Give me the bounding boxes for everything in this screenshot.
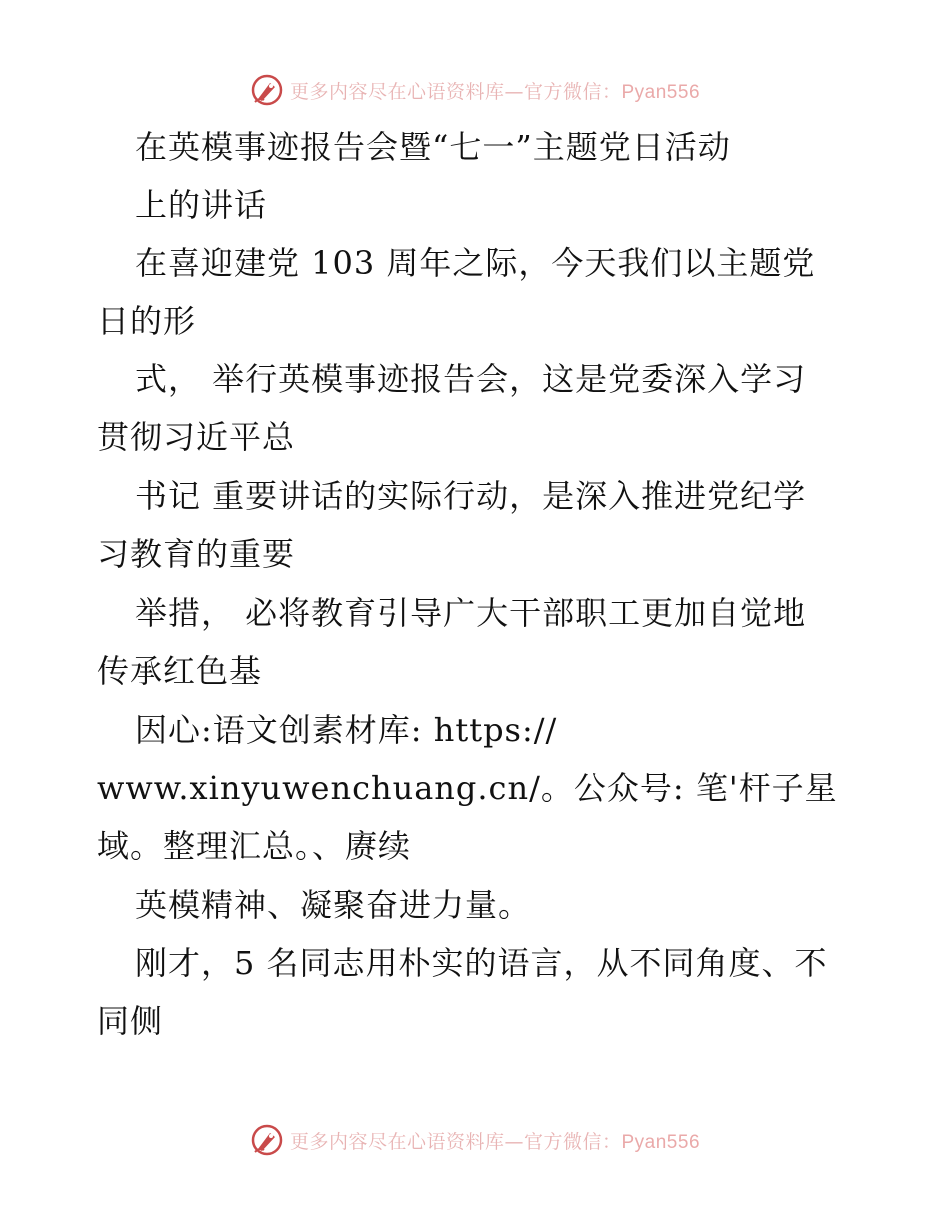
banner-label: 更多内容尽在心语资料库—官方微信： [289,1130,622,1153]
banner-label: 更多内容尽在心语资料库—官方微信： [289,80,622,103]
pen-nib-logo-icon [250,73,284,107]
paragraph-line: 在喜迎建党 103 周年之际，今天我们以主题党 [135,244,816,282]
pen-nib-logo-icon [250,1123,284,1157]
banner-wechat-id: Pyan556 [621,81,701,103]
paragraph-line: 域。整理汇总。、赓续 [97,827,412,865]
paragraph-line: 同侧 [97,1002,164,1040]
banner-wechat-id: Pyan556 [621,1131,701,1153]
paragraph-line: 传承红色基 [97,652,263,690]
footer-banner [0,1120,950,1160]
paragraph-line: 英模精神、凝聚奋进力量。 [135,886,532,924]
paragraph-line: 日的形 [97,302,197,340]
title-line-1: 在英模事迹报告会暨“七一”主题党日活动 [135,128,731,166]
paragraph-line: 贯彻习近平总 [97,418,296,456]
paragraph-line: 式， 举行英模事迹报告会，这是党委深入学习 [135,360,807,398]
paragraph-line: 书记 重要讲话的实际行动，是深入推进党纪学 [135,477,807,515]
header-banner [0,70,950,110]
paragraph-line: 刚才，5 名同志用朴实的语言，从不同角度、不 [135,944,828,982]
paragraph-line: 举措， 必将教育引导广大干部职工更加自觉地 [135,594,807,632]
paragraph-line: www.xinyuwenchuang.cn/。公众号: 笔'杆子星 [97,769,838,807]
banner-text [290,77,700,104]
paragraph-line: 习教育的重要 [97,535,296,573]
paragraph-line: 因心:语文创素材库: https:// [135,711,558,749]
title-line-2: 上的讲话 [135,186,268,224]
banner-text [290,1127,700,1154]
